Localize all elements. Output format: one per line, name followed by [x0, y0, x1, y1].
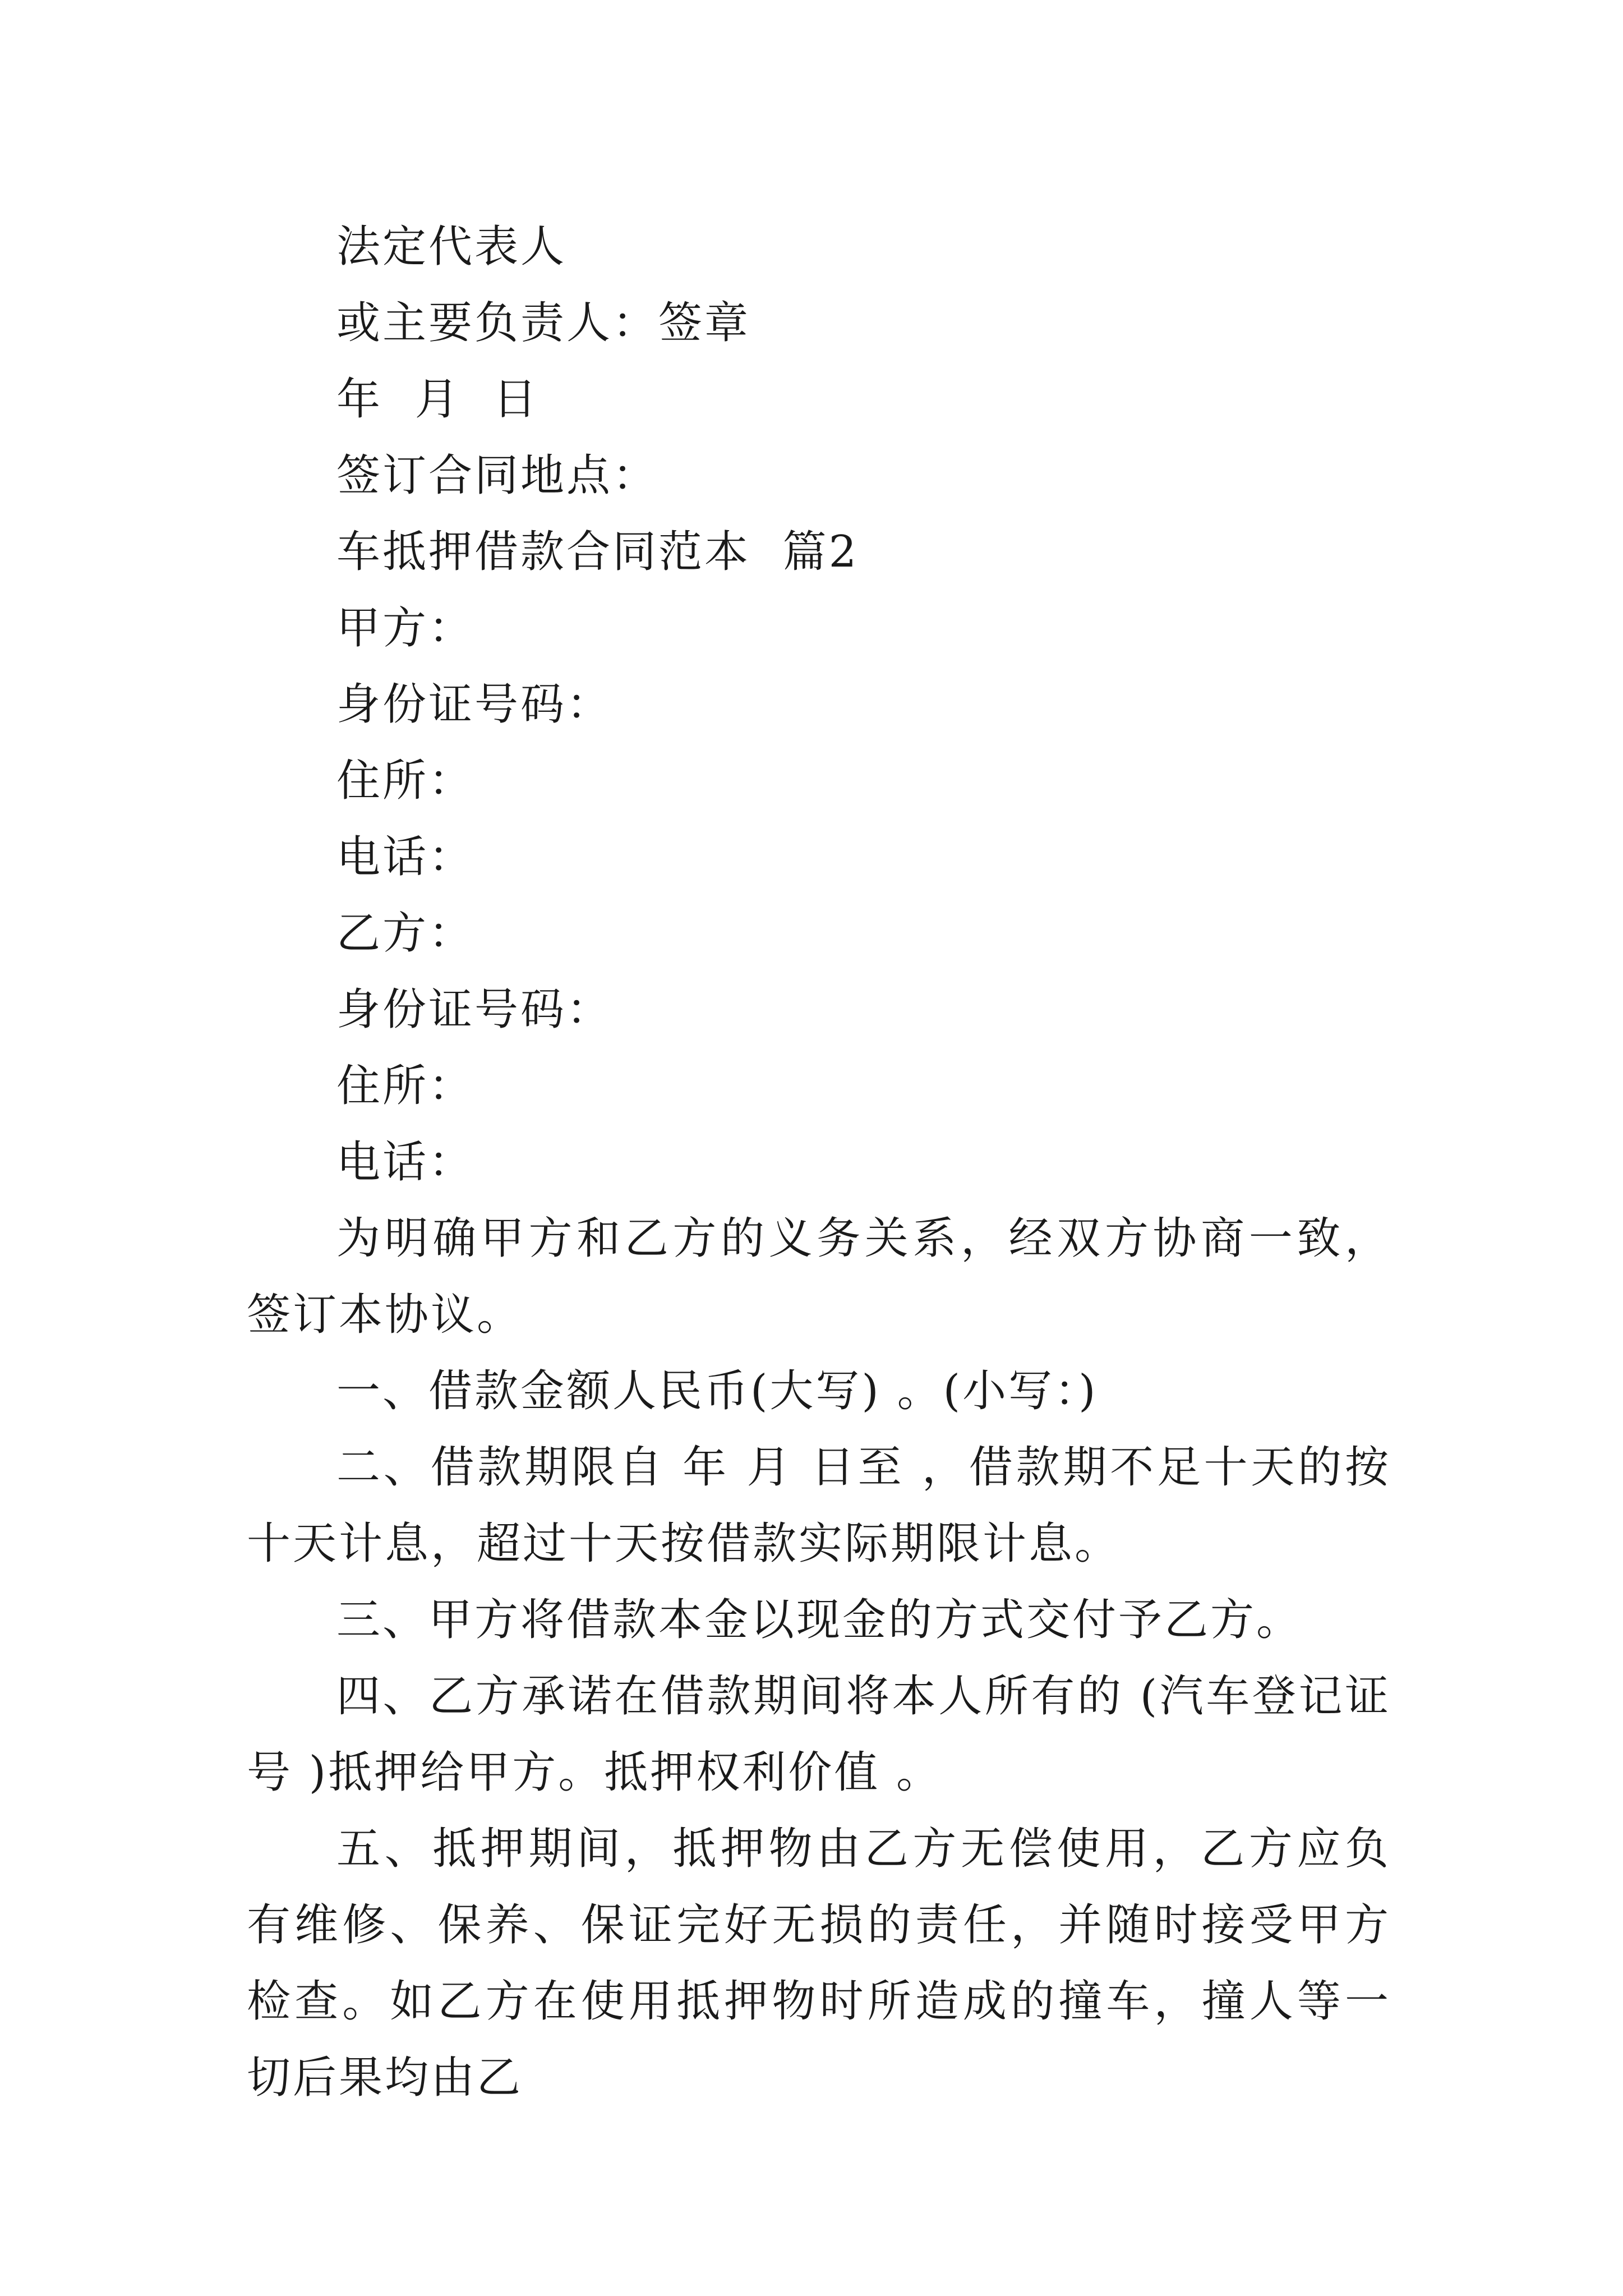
- party-a-label: 甲方：: [336, 603, 475, 654]
- party-a-id-number: 身份证号码：: [336, 679, 613, 730]
- legal-representative-line: 法定代表人: [336, 222, 567, 272]
- party-b-label: 乙方：: [336, 908, 475, 959]
- party-b-address: 住所：: [336, 1061, 475, 1111]
- clause-1-loan-amount: 一、借款金额人民币(大写) 。(小写：): [336, 1366, 1098, 1416]
- party-a-address: 住所：: [336, 756, 475, 806]
- preamble-paragraph: 为明确甲方和乙方的义务关系，经双方协商一致，签订本协议。: [247, 1213, 1391, 1340]
- party-a-phone: 电话：: [336, 832, 475, 882]
- document-body: [247, 209, 1391, 2116]
- section-heading: 车抵押借款合同范本 篇2: [336, 527, 859, 577]
- clause-2-loan-term: 二、借款期限自 年 月 日至 ，借款期不足十天的按十天计息，超过十天按借款实际期限计息。: [247, 1442, 1391, 1569]
- clause-5-collateral-use: 五、抵押期间，抵押物由乙方无偿使用，乙方应负有维修、保养、保证完好无损的责任，并随时接受甲方检查。如乙方在使用抵押物时所造成的撞车，撞人等一切后果均由乙: [247, 1824, 1391, 2103]
- party-b-id-number: 身份证号码：: [336, 984, 613, 1035]
- clause-4-collateral: 四、乙方承诺在借款期间将本人所有的 (汽车登记证号 )抵押给甲方。抵押权利价值 。: [247, 1671, 1391, 1798]
- clause-3-cash-delivery: 三、甲方将借款本金以现金的方式交付予乙方。: [336, 1595, 1303, 1645]
- principal-signature-line: 或主要负责人：签章: [336, 298, 751, 348]
- signing-place-line: 签订合同地点：: [336, 450, 659, 501]
- date-line: 年 月 日: [336, 374, 540, 425]
- party-b-phone: 电话：: [336, 1137, 475, 1188]
